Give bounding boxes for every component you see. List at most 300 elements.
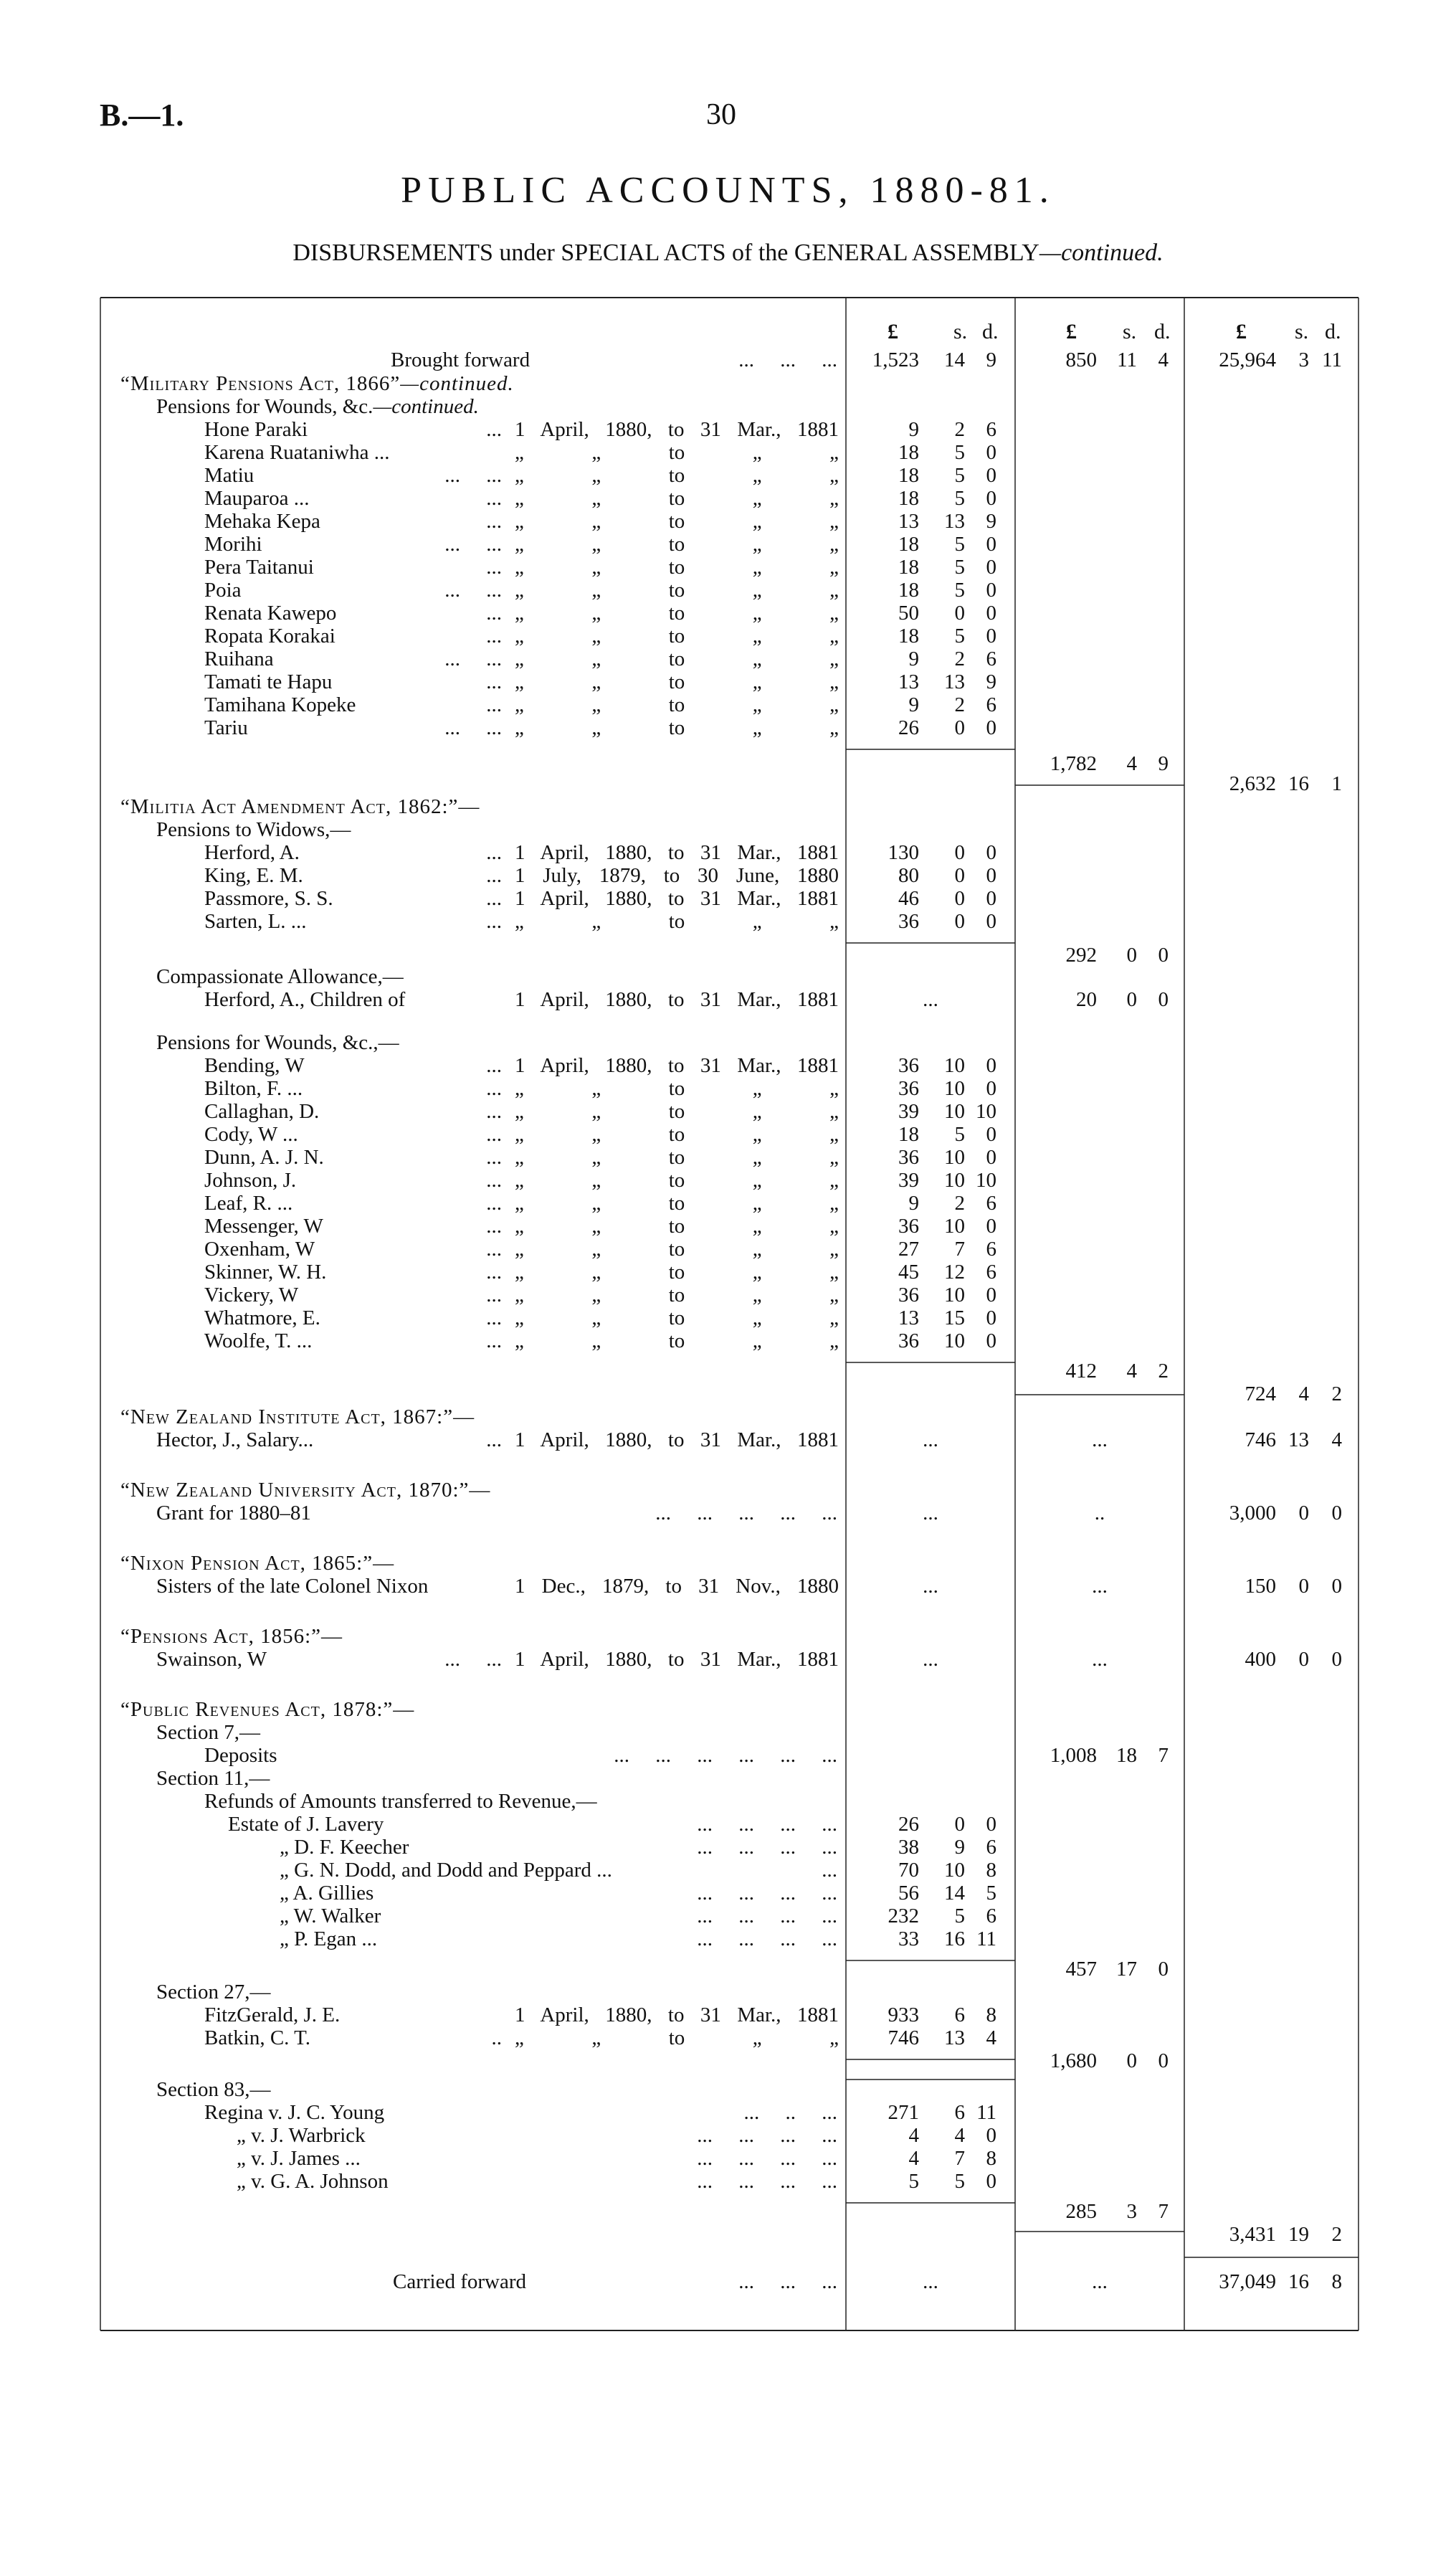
row-label: Compassionate Allowance,—	[156, 965, 404, 988]
leader-dots: ..	[491, 2026, 502, 2049]
c2-pence: 7	[1158, 1744, 1169, 1767]
c1-shillings: 10	[944, 1284, 965, 1307]
c1-pounds: 9	[908, 693, 919, 716]
c1-shillings: 5	[954, 464, 965, 487]
date-period: 1 April, 1880, to 31 Mar., 1881	[515, 887, 839, 910]
date-period: „ „ to „ „	[515, 1123, 839, 1146]
c1-pounds: 9	[908, 418, 919, 441]
date-period: „ „ to „ „	[515, 648, 839, 670]
c3-pence: 8	[1331, 2270, 1342, 2293]
c1-shillings: 10	[944, 1215, 965, 1238]
date-period: „ „ to „ „	[515, 625, 839, 648]
date-period: 1 July, 1879, to 30 June, 1880	[515, 864, 839, 887]
c1-pence: 0	[986, 1123, 996, 1146]
c1-shillings: 13	[944, 670, 965, 693]
c2-pounds: 285	[1065, 2200, 1097, 2223]
c1-shillings: 13	[944, 510, 965, 533]
date-period: „ „ to „ „	[515, 1329, 839, 1352]
date-period: „ „ to „ „	[515, 1169, 839, 1192]
continued-note: —continued.	[373, 395, 479, 418]
c1-shillings: 14	[944, 348, 965, 371]
row-label: Matiu	[204, 464, 254, 487]
leader-dots: ...	[486, 1192, 502, 1215]
c1-pence: 0	[986, 487, 996, 510]
c1-pounds: 36	[898, 1215, 919, 1238]
date-period: „ „ to „ „	[515, 1077, 839, 1100]
row-label: „ G. N. Dodd, and Dodd and Peppard ...	[280, 1859, 612, 1882]
c1-pence: 0	[986, 441, 996, 464]
leader-dots: ...	[486, 1100, 502, 1123]
c3-pounds-header: £	[1236, 320, 1247, 343]
c2-shillings: 11	[1117, 348, 1137, 371]
c1-pence: 0	[986, 1813, 996, 1836]
date-period: „ „ to „ „	[515, 602, 839, 625]
c1-pence: 0	[986, 910, 996, 933]
leader-dots: ... ... ... ...	[697, 1905, 837, 1927]
c1-pence: 8	[986, 2003, 996, 2026]
c1-shillings: 10	[944, 1859, 965, 1882]
leader-dots: ... ... ... ...	[697, 2124, 837, 2147]
row-label: Pensions for Wounds, &c.,—	[156, 1031, 399, 1054]
c1-pounds: 271	[888, 2101, 919, 2124]
c1-shillings: 10	[944, 1146, 965, 1169]
leader-dots: ...	[486, 556, 502, 579]
c1-pence: 6	[986, 1836, 996, 1859]
date-period: 1 April, 1880, to 31 Mar., 1881	[515, 1054, 839, 1077]
leader-dots: ... ...	[444, 464, 502, 487]
c1-shillings: 10	[944, 1169, 965, 1192]
c1-shillings: 0	[954, 841, 965, 864]
row-label: Mauparoa ...	[204, 487, 310, 510]
c2-pounds-header: £	[1066, 320, 1077, 343]
c1-pence: 0	[986, 602, 996, 625]
row-label: Deposits	[204, 1744, 277, 1767]
c2-pence: 7	[1158, 2200, 1169, 2223]
date-period: „ „ to „ „	[515, 693, 839, 716]
row-label: Sisters of the late Colonel Nixon	[156, 1575, 429, 1598]
row-label: Messenger, W	[204, 1215, 323, 1238]
c1-pence: 0	[986, 533, 996, 556]
date-period: „ „ to „ „	[515, 487, 839, 510]
c1-shillings: 0	[954, 864, 965, 887]
row-label: “Nixon Pension Act, 1865:”—	[120, 1552, 395, 1575]
c1-pounds: 18	[898, 441, 919, 464]
c1-pence: 0	[986, 625, 996, 648]
c1-shillings: 4	[954, 2124, 965, 2147]
c1-shillings: 0	[954, 602, 965, 625]
c1-shillings: 5	[954, 533, 965, 556]
date-period: 1 Dec., 1879, to 31 Nov., 1880	[515, 1575, 839, 1598]
leader-dots: ...	[486, 418, 502, 441]
row-label: Cody, W ...	[204, 1123, 298, 1146]
c1-pounds: 33	[898, 1927, 919, 1950]
c2-pence: 0	[1158, 2049, 1169, 2072]
c2-shillings-header: s.	[1123, 320, 1137, 343]
c1-pence: 0	[986, 1329, 996, 1352]
c3-shillings: 0	[1298, 1575, 1309, 1598]
c1-pence: 0	[986, 716, 996, 739]
row-label: Swainson, W	[156, 1648, 267, 1671]
c1-shillings: 10	[944, 1100, 965, 1123]
leader-dots: ...	[486, 910, 502, 933]
c1-nil-dots: ...	[923, 988, 938, 1011]
c3-pounds: 3,431	[1229, 2223, 1276, 2246]
date-period: „ „ to „ „	[515, 670, 839, 693]
leader-dots: ... ... ...	[738, 348, 837, 371]
row-label: Karena Ruataniwha ...	[204, 441, 390, 464]
c1-pence: 6	[986, 418, 996, 441]
c1-nil-dots: ...	[923, 1502, 938, 1524]
leader-dots: ...	[486, 510, 502, 533]
c1-pence: 0	[986, 2170, 996, 2193]
date-period: 1 April, 1880, to 31 Mar., 1881	[515, 841, 839, 864]
document-code: B.—1.	[100, 98, 184, 133]
c2-pounds: 1,782	[1050, 752, 1097, 775]
row-label: Hone Paraki	[204, 418, 308, 441]
c1-pounds: 38	[898, 1836, 919, 1859]
c1-shillings: 2	[954, 1192, 965, 1215]
c2-shillings: 18	[1116, 1744, 1137, 1767]
c1-nil-dots: ...	[923, 1648, 938, 1671]
c2-pence: 9	[1158, 752, 1169, 775]
c3-shillings: 0	[1298, 1648, 1309, 1671]
c1-pounds: 232	[888, 1905, 919, 1927]
c1-pounds: 45	[898, 1261, 919, 1284]
leader-dots: ...	[486, 1329, 502, 1352]
date-period: „ „ to „ „	[515, 556, 839, 579]
c1-nil-dots: ...	[923, 1575, 938, 1598]
c1-shillings: 2	[954, 648, 965, 670]
c2-shillings: 0	[1126, 988, 1137, 1011]
c1-pence: 0	[986, 841, 996, 864]
c2-pounds: 412	[1065, 1360, 1097, 1383]
c3-pence: 4	[1331, 1428, 1342, 1451]
row-label: “New Zealand Institute Act, 1867:”—	[120, 1405, 475, 1428]
row-label: Morihi	[204, 533, 262, 556]
date-period: „ „ to „ „	[515, 510, 839, 533]
c1-nil-dots: ...	[923, 1428, 938, 1451]
row-label: FitzGerald, J. E.	[204, 2003, 341, 2026]
c1-shillings: 6	[954, 2003, 965, 2026]
c2-pounds: 1,008	[1050, 1744, 1097, 1767]
c3-pence: 11	[1322, 348, 1342, 371]
c1-pounds: 46	[898, 887, 919, 910]
leader-dots: ... ... ...	[738, 2270, 837, 2293]
c1-pence: 8	[986, 1859, 996, 1882]
c1-pounds: 36	[898, 1077, 919, 1100]
c1-pence: 0	[986, 1054, 996, 1077]
leader-dots: ...	[486, 1054, 502, 1077]
subtitle-continued: —continued.	[1039, 240, 1164, 266]
c2-nil-dots: ..	[1094, 1502, 1105, 1524]
c3-pence: 2	[1331, 1383, 1342, 1405]
row-label: Estate of J. Lavery	[228, 1813, 384, 1836]
leader-dots: ...	[486, 864, 502, 887]
leader-dots: ...	[486, 1307, 502, 1329]
date-period: „ „ to „ „	[515, 1146, 839, 1169]
row-label: Grant for 1880–81	[156, 1502, 311, 1524]
c3-pence: 0	[1331, 1648, 1342, 1671]
c3-pounds: 150	[1245, 1575, 1276, 1598]
c1-pounds: 70	[898, 1859, 919, 1882]
c3-pence: 1	[1331, 772, 1342, 795]
leader-dots: ... ... ... ...	[697, 1836, 837, 1859]
c3-pence: 0	[1331, 1502, 1342, 1524]
c1-pounds: 26	[898, 1813, 919, 1836]
leader-dots: ... ... ... ... ...	[655, 1502, 837, 1524]
c1-pounds: 9	[908, 648, 919, 670]
c3-pence-header: d.	[1325, 320, 1341, 343]
c1-shillings: 6	[954, 2101, 965, 2124]
c1-pence: 0	[986, 1215, 996, 1238]
row-label	[120, 374, 514, 394]
c1-pounds: 80	[898, 864, 919, 887]
row-label: Whatmore, E.	[204, 1307, 320, 1329]
leader-dots: ...	[486, 625, 502, 648]
c1-pounds: 18	[898, 487, 919, 510]
c1-shillings: 5	[954, 1123, 965, 1146]
c1-pounds-header: £	[888, 320, 898, 343]
c1-shillings: 0	[954, 910, 965, 933]
row-label: Regina v. J. C. Young	[204, 2101, 385, 2124]
date-period: „ „ to „ „	[515, 441, 839, 464]
date-period: „ „ to „ „	[515, 533, 839, 556]
row-label: Section 11,—	[156, 1767, 270, 1790]
c1-pence: 0	[986, 1284, 996, 1307]
c1-pounds: 4	[908, 2147, 919, 2170]
date-period: „ „ to „ „	[515, 1192, 839, 1215]
leader-dots: ...	[486, 1123, 502, 1146]
row-label: Passmore, S. S.	[204, 887, 333, 910]
date-period: 1 April, 1880, to 31 Mar., 1881	[515, 418, 839, 441]
c1-pence: 0	[986, 1146, 996, 1169]
leader-dots: ... ... ... ...	[697, 1882, 837, 1905]
c1-pence-header: d.	[982, 320, 999, 343]
c1-pounds: 36	[898, 1146, 919, 1169]
c1-pounds: 56	[898, 1882, 919, 1905]
leader-dots: ...	[486, 1428, 502, 1451]
c3-pence: 2	[1331, 2223, 1342, 2246]
row-label: Woolfe, T. ...	[204, 1329, 313, 1352]
c2-pounds: 20	[1076, 988, 1097, 1011]
c2-shillings: 4	[1126, 752, 1137, 775]
c1-shillings: 5	[954, 487, 965, 510]
row-label: Skinner, W. H.	[204, 1261, 327, 1284]
c1-shillings: 5	[954, 556, 965, 579]
leader-dots: ... .. ...	[743, 2101, 837, 2124]
date-period: „ „ to „ „	[515, 1284, 839, 1307]
c1-pounds: 933	[888, 2003, 919, 2026]
c1-pounds: 18	[898, 464, 919, 487]
c1-pence: 0	[986, 1077, 996, 1100]
row-label	[156, 397, 479, 417]
c3-shillings: 0	[1298, 1502, 1309, 1524]
c1-pounds: 130	[888, 841, 919, 864]
c1-shillings: 5	[954, 625, 965, 648]
c3-shillings: 16	[1288, 2270, 1309, 2293]
row-label: Pensions to Widows,—	[156, 818, 351, 841]
c1-pence: 0	[986, 1307, 996, 1329]
c1-pence: 5	[986, 1882, 996, 1905]
row-label: „ P. Egan ...	[280, 1927, 378, 1950]
date-period: 1 April, 1880, to 31 Mar., 1881	[515, 988, 839, 1011]
leader-dots: ... ... ... ...	[697, 2147, 837, 2170]
act-name: “Military Pensions Act, 1866”	[120, 372, 401, 395]
row-label: Tariu	[204, 716, 248, 739]
c1-pounds: 39	[898, 1100, 919, 1123]
c1-shillings: 0	[954, 1813, 965, 1836]
leader-dots: ...	[486, 1238, 502, 1261]
c2-pence: 0	[1158, 1958, 1169, 1981]
leader-dots: ...	[486, 841, 502, 864]
c1-pounds: 5	[908, 2170, 919, 2193]
c1-pounds: 36	[898, 1054, 919, 1077]
c1-pounds: 1,523	[872, 348, 919, 371]
row-label: Bending, W	[204, 1054, 305, 1077]
page-title: PUBLIC ACCOUNTS, 1880-81.	[401, 170, 1055, 211]
c2-shillings: 17	[1116, 1958, 1137, 1981]
leader-dots: ...	[822, 1859, 837, 1882]
page-number: 30	[706, 98, 736, 131]
c2-nil-dots: ...	[1092, 1648, 1108, 1671]
c1-shillings: 5	[954, 1905, 965, 1927]
c1-pence: 0	[986, 556, 996, 579]
c2-shillings: 3	[1126, 2200, 1137, 2223]
leader-dots: ...	[486, 1169, 502, 1192]
c1-pence: 9	[986, 510, 996, 533]
date-period: „ „ to „ „	[515, 1215, 839, 1238]
row-label: Herford, A.	[204, 841, 300, 864]
row-label: King, E. M.	[204, 864, 303, 887]
row-label: „ v. G. A. Johnson	[237, 2170, 389, 2193]
c1-shillings: 7	[954, 1238, 965, 1261]
c3-pounds: 746	[1245, 1428, 1276, 1451]
row-label: Ruihana	[204, 648, 274, 670]
date-period: „ „ to „ „	[515, 464, 839, 487]
row-label: Refunds of Amounts transferred to Revenue,—	[204, 1790, 597, 1813]
leader-dots: ... ... ... ... ... ...	[614, 1744, 837, 1767]
leader-dots: ...	[486, 1215, 502, 1238]
row-label: Poia	[204, 579, 242, 602]
heading-text: Pensions for Wounds, &c.	[156, 395, 373, 418]
c2-shillings: 0	[1126, 2049, 1137, 2072]
leader-dots: ...	[486, 1261, 502, 1284]
date-period: „ „ to „ „	[515, 579, 839, 602]
row-label: Dunn, A. J. N.	[204, 1146, 324, 1169]
c2-pence: 4	[1158, 348, 1169, 371]
c1-pence: 11	[976, 1927, 996, 1950]
c1-pounds: 18	[898, 579, 919, 602]
row-label: „ v. J. James ...	[237, 2147, 361, 2170]
row-label: Pera Taitanui	[204, 556, 314, 579]
c1-pence: 6	[986, 648, 996, 670]
c1-shillings: 0	[954, 716, 965, 739]
leader-dots: ...	[486, 487, 502, 510]
row-label: Johnson, J.	[204, 1169, 297, 1192]
c1-shillings: 16	[944, 1927, 965, 1950]
leader-dots: ...	[486, 602, 502, 625]
c1-pounds: 13	[898, 1307, 919, 1329]
row-label: „ v. J. Warbrick	[237, 2124, 366, 2147]
c1-shillings: 10	[944, 1329, 965, 1352]
c3-shillings: 3	[1298, 348, 1309, 371]
c1-pence: 6	[986, 1905, 996, 1927]
c1-pence: 4	[986, 2026, 996, 2049]
c3-pounds: 2,632	[1229, 772, 1276, 795]
date-period: „ „ to „ „	[515, 1307, 839, 1329]
leader-dots: ...	[486, 1146, 502, 1169]
c2-pounds: 850	[1065, 348, 1097, 371]
date-period: „ „ to „ „	[515, 1238, 839, 1261]
leader-dots: ...	[486, 1284, 502, 1307]
c1-shillings: 5	[954, 579, 965, 602]
c1-shillings: 14	[944, 1882, 965, 1905]
c1-pence: 0	[986, 2124, 996, 2147]
row-label: “Pensions Act, 1856:”—	[120, 1625, 343, 1648]
c3-shillings: 4	[1298, 1383, 1309, 1405]
c1-shillings: 2	[954, 418, 965, 441]
c1-shillings: 10	[944, 1077, 965, 1100]
c1-shillings: 13	[944, 2026, 965, 2049]
leader-dots: ... ... ... ...	[697, 1927, 837, 1950]
leader-dots: ... ...	[444, 648, 502, 670]
row-label: Ropata Korakai	[204, 625, 336, 648]
leader-dots: ... ...	[444, 533, 502, 556]
c1-pounds: 18	[898, 1123, 919, 1146]
c3-shillings: 19	[1288, 2223, 1309, 2246]
c2-nil-dots: ...	[1092, 1575, 1108, 1598]
leader-dots: ... ... ... ...	[697, 2170, 837, 2193]
row-label: „ A. Gillies	[280, 1882, 374, 1905]
c1-pounds: 36	[898, 1329, 919, 1352]
date-period: „ „ to „ „	[515, 910, 839, 933]
leader-dots: ... ...	[444, 1648, 502, 1671]
c1-pence: 6	[986, 693, 996, 716]
c1-pence: 8	[986, 2147, 996, 2170]
c2-shillings: 4	[1126, 1360, 1137, 1383]
row-label: “Militia Act Amendment Act, 1862:”—	[120, 795, 480, 818]
leader-dots: ...	[486, 887, 502, 910]
c1-pounds: 13	[898, 670, 919, 693]
date-period: 1 April, 1880, to 31 Mar., 1881	[515, 2003, 839, 2026]
row-label: Tamati te Hapu	[204, 670, 333, 693]
row-label: Oxenham, W	[204, 1238, 315, 1261]
c2-pounds: 292	[1065, 944, 1097, 967]
row-label: Renata Kawepo	[204, 602, 337, 625]
date-period: 1 April, 1880, to 31 Mar., 1881	[515, 1648, 839, 1671]
c1-pounds: 746	[888, 2026, 919, 2049]
c3-pounds: 37,049	[1219, 2270, 1276, 2293]
row-label: Section 27,—	[156, 1981, 271, 2003]
row-label: Callaghan, D.	[204, 1100, 320, 1123]
c1-shillings: 15	[944, 1307, 965, 1329]
c1-pence: 9	[986, 670, 996, 693]
row-label: „ W. Walker	[280, 1905, 381, 1927]
c1-pounds: 13	[898, 510, 919, 533]
c1-shillings: 12	[944, 1261, 965, 1284]
c1-pounds: 36	[898, 910, 919, 933]
c1-shillings: 2	[954, 693, 965, 716]
date-period: „ „ to „ „	[515, 1261, 839, 1284]
c1-shillings: 5	[954, 2170, 965, 2193]
c1-pounds: 26	[898, 716, 919, 739]
c2-pounds: 457	[1065, 1958, 1097, 1981]
c2-pence-header: d.	[1154, 320, 1171, 343]
row-label: Herford, A., Children of	[204, 988, 406, 1011]
c2-nil-dots: ...	[1092, 2270, 1108, 2293]
row-label: Mehaka Kepa	[204, 510, 320, 533]
c3-pounds: 724	[1245, 1383, 1276, 1405]
